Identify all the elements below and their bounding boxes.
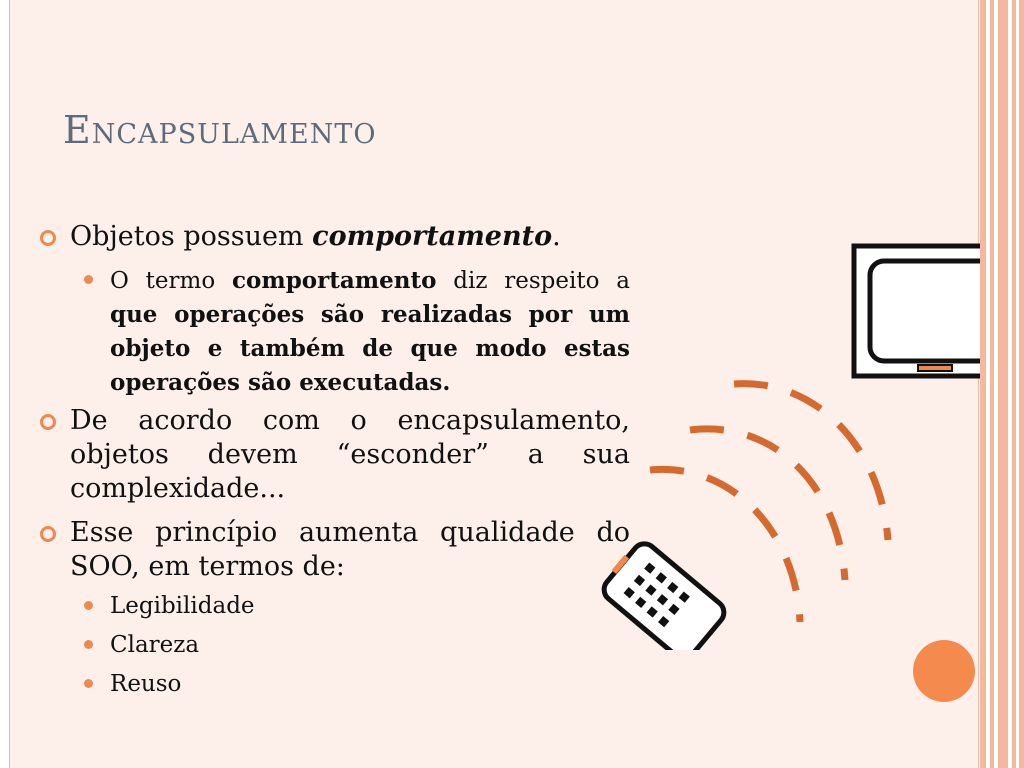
sub-bullet-text: Legibilidade bbox=[110, 593, 255, 619]
hollow-bullet-icon bbox=[40, 414, 56, 430]
bullet-item bbox=[40, 220, 630, 254]
decorative-stripes bbox=[978, 0, 1024, 768]
sub-bullet-text: O termo bbox=[110, 268, 233, 294]
bullet-text: Esse princípio aumenta qualidade do SOO, em termos de: bbox=[70, 517, 630, 582]
filled-bullet-icon bbox=[84, 640, 93, 649]
sub-bullet-item bbox=[40, 590, 630, 623]
bullet-suffix: . bbox=[552, 221, 561, 252]
remote-control-icon bbox=[600, 536, 729, 650]
hollow-bullet-icon bbox=[40, 230, 56, 246]
hollow-bullet-icon bbox=[40, 526, 56, 542]
bullet-text: Objetos possuem bbox=[70, 221, 313, 252]
sub-bullet-text-2: diz respeito a bbox=[436, 268, 630, 294]
sub-bullet-text: Reuso bbox=[110, 671, 182, 697]
slide-title: Encapsulamento bbox=[63, 108, 377, 152]
bullet-item bbox=[40, 404, 630, 506]
filled-bullet-icon bbox=[84, 275, 93, 284]
filled-bullet-icon bbox=[84, 679, 93, 688]
tv-icon bbox=[854, 246, 980, 376]
sub-bullet-bold: comportamento bbox=[232, 267, 437, 294]
sub-bullet-item bbox=[40, 629, 630, 662]
sub-bullet-bold-2: que operações são realizadas por um objeto e também de que modo estas operações são executadas. bbox=[110, 301, 630, 396]
bullet-item bbox=[40, 516, 630, 584]
slide-content bbox=[40, 220, 630, 707]
sub-bullet-item bbox=[40, 668, 630, 701]
sub-bullet-item bbox=[40, 264, 630, 400]
filled-bullet-icon bbox=[84, 601, 93, 610]
bullet-text: De acordo com o encapsulamento, objetos devem “esconder” a sua complexidade... bbox=[70, 405, 630, 504]
illustration bbox=[600, 230, 980, 650]
bullet-emphasis: comportamento bbox=[312, 221, 553, 252]
sub-bullet-text: Clareza bbox=[110, 632, 200, 658]
decorative-circle-icon bbox=[913, 640, 975, 702]
